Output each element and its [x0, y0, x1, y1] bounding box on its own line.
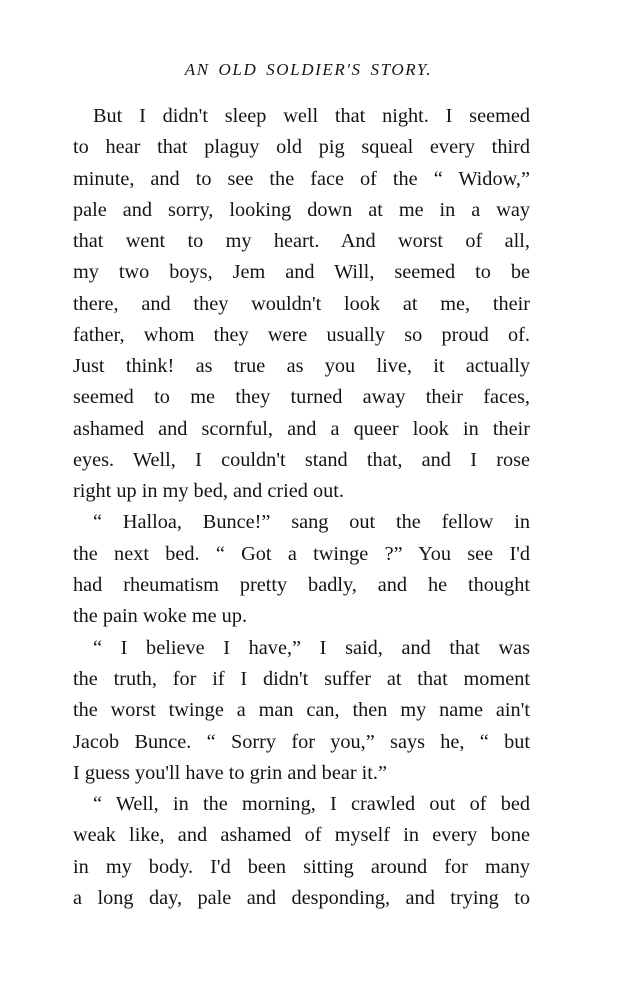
text-line: the worst twinge a man can, then my name ain't: [73, 699, 530, 721]
text-line: But I didn't sleep well that night. I seemed: [93, 105, 530, 127]
text-line: a long day, pale and desponding, and trying to: [73, 887, 530, 909]
text-line: the pain woke me up.: [73, 605, 248, 627]
text-line: Just think! as true as you live, it actually: [73, 355, 530, 377]
text-line: “ Well, in the morning, I crawled out of bed: [93, 793, 530, 815]
text-line: weak like, and ashamed of myself in every bone: [73, 824, 530, 846]
text-line: had rheumatism pretty badly, and he thought: [73, 574, 530, 596]
text-line: seemed to me they turned away their faces,: [73, 386, 530, 408]
text-line: I guess you'll have to grin and bear it.”: [73, 762, 387, 784]
text-line: “ I believe I have,” I said, and that was: [93, 637, 530, 659]
text-line: eyes. Well, I couldn't stand that, and I rose: [73, 449, 530, 471]
text-line: ashamed and scornful, and a queer look in their: [73, 418, 530, 440]
text-line: right up in my bed, and cried out.: [73, 480, 344, 502]
text-line: in my body. I'd been sitting around for many: [73, 856, 530, 878]
text-line: minute, and to see the face of the “ Widow,”: [73, 168, 530, 190]
text-line: my two boys, Jem and Will, seemed to be: [73, 261, 530, 283]
text-line: Jacob Bunce. “ Sorry for you,” says he, “ but: [73, 731, 530, 753]
text-line: to hear that plaguy old pig squeal every third: [73, 136, 530, 158]
text-line: father, whom they were usually so proud of.: [73, 324, 530, 346]
text-line: “ Halloa, Bunce!” sang out the fellow in: [93, 511, 530, 533]
text-line: there, and they wouldn't look at me, their: [73, 293, 530, 315]
text-line: the truth, for if I didn't suffer at that moment: [73, 668, 530, 690]
text-line: the next bed. “ Got a twinge ?” You see I'd: [73, 543, 530, 565]
text-line: that went to my heart. And worst of all,: [73, 230, 530, 252]
running-head: AN OLD SOLDIER'S STORY.: [184, 60, 433, 79]
text-line: pale and sorry, looking down at me in a way: [73, 199, 530, 221]
